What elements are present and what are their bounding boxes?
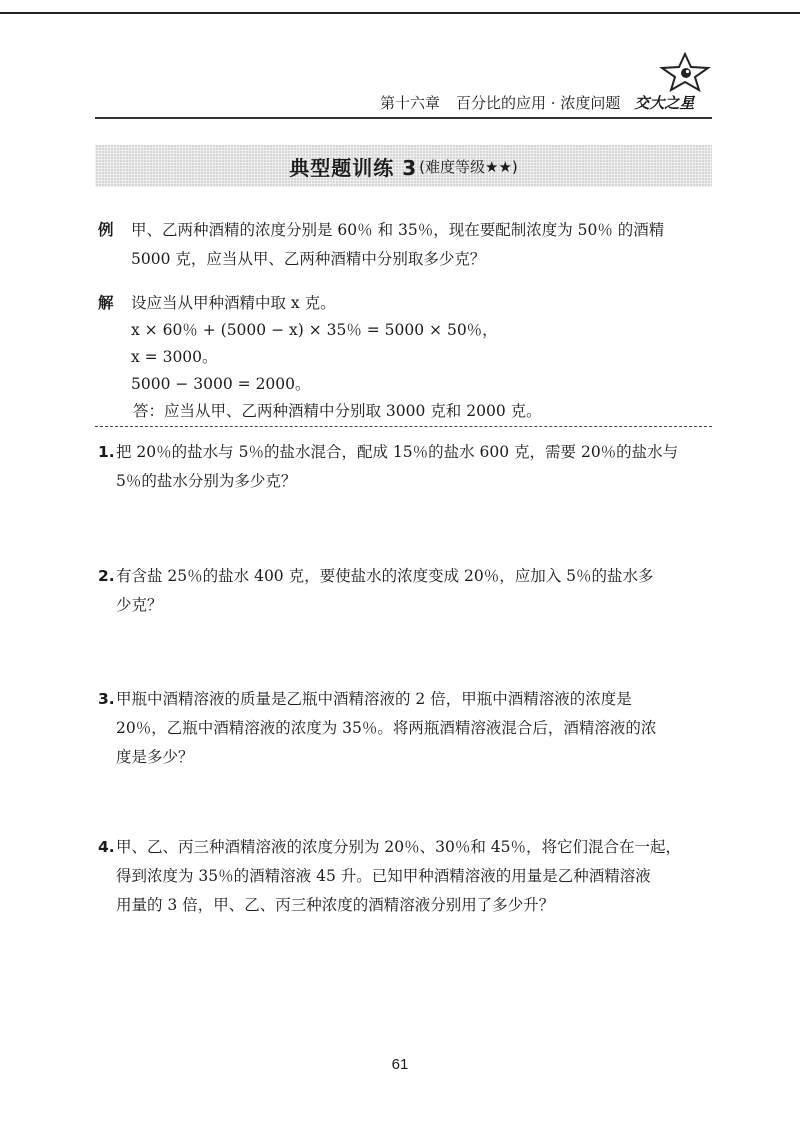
question-1 — [98, 438, 712, 496]
header-rule — [95, 117, 712, 119]
section-title: 百分比的应用 · 浓度问题 — [456, 93, 621, 112]
question-line: 用量的 3 倍，甲、乙、丙三种浓度的酒精溶液分别用了多少升？ — [116, 896, 555, 914]
solution-line: 5000 − 3000 = 2000。 — [131, 375, 311, 393]
running-header — [380, 90, 700, 114]
solution-block — [98, 290, 710, 425]
question-number: 3. — [98, 690, 115, 708]
question-line: 20％，乙瓶中酒精溶液的浓度为 35％。将两瓶酒精溶液混合后，酒精溶液的浓 — [116, 719, 657, 737]
solution-line: x × 60％ + (5000 − x) × 35％ = 5000 × 50％， — [131, 321, 498, 339]
example-label: 例 — [98, 221, 114, 239]
question-line: 有含盐 25％的盐水 400 克，要使盐水的浓度变成 20％，应加入 5％的盐水多 — [116, 567, 654, 585]
solution-label: 解 — [98, 294, 114, 312]
solution-line: 设应当从甲种酒精中取 x 克。 — [131, 294, 336, 312]
question-number: 4. — [98, 838, 115, 856]
example-line: 甲、乙两种酒精的浓度分别是 60％ 和 35％，现在要配制浓度为 50％ 的酒精 — [131, 221, 665, 239]
brand-mark: 交大之星 — [634, 93, 695, 112]
question-line: 把 20％的盐水与 5％的盐水混合，配成 15％的盐水 600 克，需要 20％的盐水与 — [116, 443, 679, 461]
banner-title: 典型题训练 3 — [289, 155, 418, 180]
answer-line: 答：应当从甲、乙两种酒精中分别取 3000 克和 2000 克。 — [133, 402, 542, 420]
section-divider — [95, 426, 712, 427]
example-block — [98, 216, 710, 274]
question-line: 得到浓度为 35％的酒精溶液 45 升。已知甲种酒精溶液的用量是乙种酒精溶液 — [116, 867, 651, 885]
question-2 — [98, 562, 712, 620]
section-banner — [95, 145, 712, 187]
banner-subtitle: (难度等级★★) — [419, 157, 518, 176]
question-line: 少克？ — [116, 596, 163, 614]
question-line: 甲、乙、丙三种酒精溶液的浓度分别为 20％、30％和 45％，将它们混合在一起， — [116, 838, 682, 856]
question-4 — [98, 833, 712, 920]
solution-line: x = 3000。 — [131, 348, 218, 366]
question-3 — [98, 685, 712, 772]
question-number: 2. — [98, 567, 115, 585]
question-number: 1. — [98, 443, 115, 461]
chapter-label: 第十六章 — [380, 93, 441, 112]
question-line: 5％的盐水分别为多少克？ — [116, 472, 297, 490]
page-number: 61 — [391, 1056, 409, 1073]
top-border-rule — [0, 12, 800, 14]
star-logo-icon — [658, 52, 712, 92]
question-line: 甲瓶中酒精溶液的质量是乙瓶中酒精溶液的 2 倍，甲瓶中酒精溶液的浓度是 — [116, 690, 632, 708]
example-line: 5000 克，应当从甲、乙两种酒精中分别取多少克？ — [131, 250, 486, 268]
question-line: 度是多少？ — [116, 748, 194, 766]
